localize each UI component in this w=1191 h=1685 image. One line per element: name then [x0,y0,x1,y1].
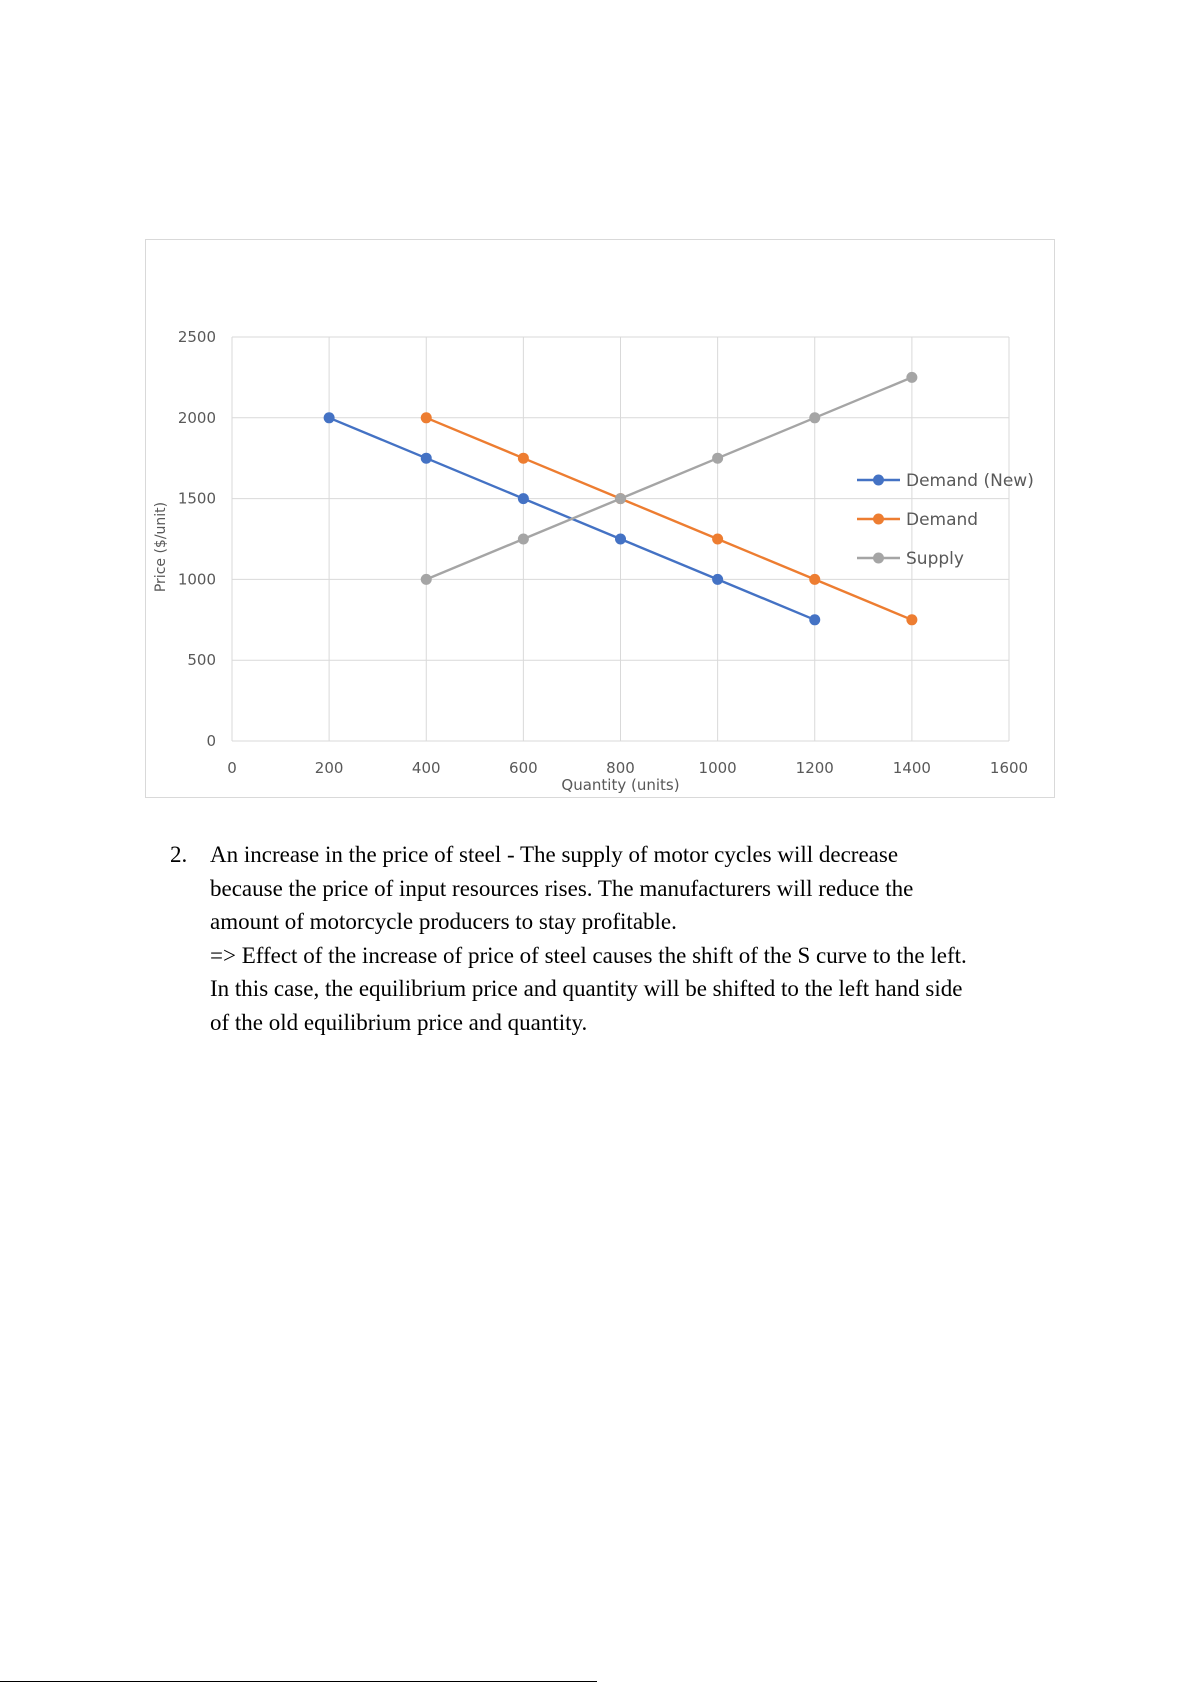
data-point [712,534,723,545]
x-axis-label: Quantity (units) [561,776,680,794]
list-item-text [210,838,1080,1039]
x-tick-label: 400 [411,759,441,777]
chart-legend [857,471,1034,569]
y-tick-label: 2000 [177,408,216,427]
supply-demand-chart [145,239,1055,798]
footnote-divider [0,1681,597,1682]
legend-marker [873,553,884,564]
data-point [906,372,917,383]
series-line-supply [426,377,912,579]
data-point [615,534,626,545]
x-tick-label: 0 [227,759,237,777]
legend-label: Demand [906,510,979,530]
data-point [518,453,529,464]
data-point [906,614,917,625]
data-point [421,453,432,464]
y-axis-label: Price ($/unit) [153,501,169,593]
paragraph-line: In this case, the equilibrium price and quantity will be shifted to the left hand side [210,976,963,1001]
legend-label: Supply [906,549,964,569]
paragraph-line: of the old equilibrium price and quantity. [210,1009,588,1035]
y-tick-label: 1500 [177,489,216,508]
x-tick-label: 800 [606,759,635,777]
data-point [615,493,626,504]
paragraph-line: amount of motorcycle producers to stay profitable. [210,909,677,934]
paragraph-line: => Effect of the increase of price of steel causes the shift of the S curve to the left. [210,942,967,968]
x-tick-label: 1000 [698,759,737,777]
y-tick-label: 2500 [177,328,216,346]
list-item-number: 2. [170,842,188,867]
series-line-demand [426,418,912,620]
data-point [324,412,335,423]
x-tick-label: 200 [314,759,344,777]
data-point [809,574,820,585]
data-point [809,412,820,423]
data-point [518,493,529,504]
x-tick-label: 600 [509,759,538,777]
legend-marker [873,475,884,486]
paragraph-line: An increase in the price of steel - The supply of motor cycles will decrease [210,842,899,867]
data-point [712,453,723,464]
x-tick-label: 1600 [989,759,1029,777]
y-tick-label: 0 [206,732,216,750]
data-point [518,534,529,545]
paragraph-line: because the price of input resources rises. The manufacturers will reduce the [210,875,914,901]
chart-axes [178,328,1028,777]
data-point [809,614,820,625]
y-tick-label: 500 [187,651,216,670]
data-point [712,574,723,585]
data-point [421,412,432,423]
y-tick-label: 1000 [177,570,216,589]
legend-marker [873,514,884,525]
x-tick-label: 1400 [892,759,931,777]
x-tick-label: 1200 [795,759,834,777]
legend-label: Demand (New) [906,471,1034,491]
data-point [421,574,432,585]
chart-canvas [146,240,1056,799]
